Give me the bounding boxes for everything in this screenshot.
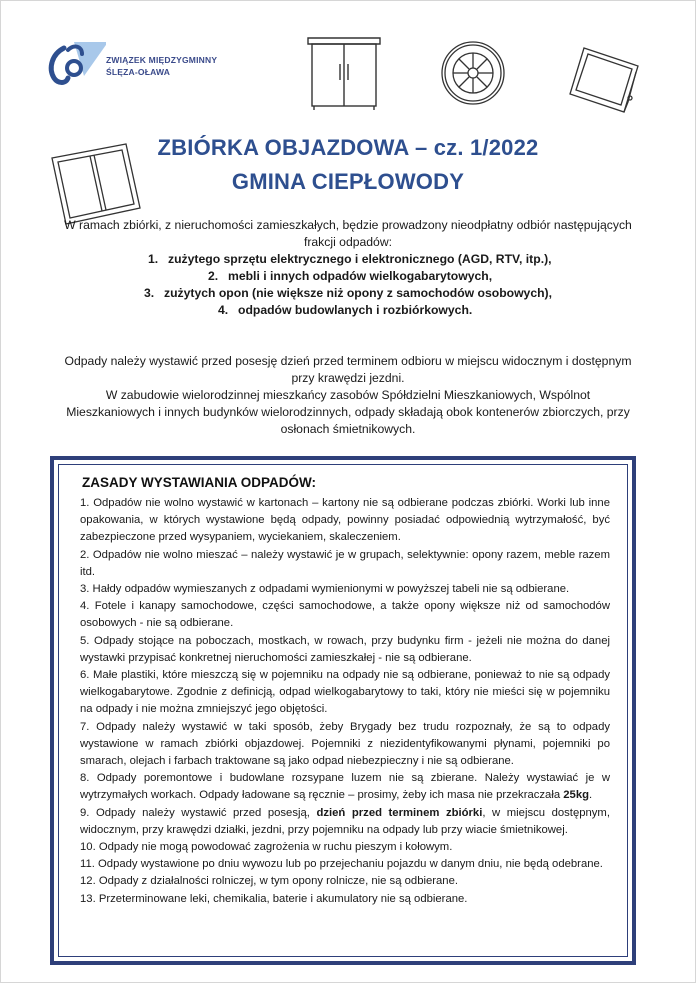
rule-item: 6. Małe plastiki, które mieszczą się w pojemniku na odpady nie są odbierane, ponieważ to nie są odpady wielkogabarytowe. Zgodnie z definicją, odpad wielkogabarytowy to taki, który nie mieści się w pojemniku na odpady i nie można zmniejszyć jego objętości. bbox=[80, 669, 610, 716]
rule-text-end: , w miejscu dostępnym, widocznym, przy krawędzi działki, jezdni, przy pojemniku na odpady lub przy wiacie śmietnikowej. bbox=[80, 806, 610, 836]
fraction-item bbox=[218, 302, 472, 319]
rule-item: 4. Fotele i kanapy samochodowe, części samochodowe, a także opony większe niż od samochodów osobowych - nie są odbierane. bbox=[80, 600, 610, 630]
fraction-text: odpadów budowlanych i rozbiórkowych. bbox=[238, 303, 473, 317]
fraction-number: 3. bbox=[144, 286, 155, 300]
fraction-item bbox=[144, 285, 552, 302]
logo bbox=[44, 38, 224, 88]
fraction-text: zużytych opon (nie większe niż opony z samochodów osobowych), bbox=[164, 286, 553, 300]
rule-text: 8. Odpady poremontowe i budowlane rozsypane luzem nie są zbierane. Należy wystawiać je w wytrzymałych workach. Odpady ładowane są ręcznie – prosimy, żeby ich masa nie przekraczała bbox=[80, 772, 610, 802]
cabinet-icon bbox=[304, 32, 384, 112]
rule-item: 3. Hałdy odpadów wymieszanych z odpadami wymienionymi w powyższej tabeli nie są odbierane. bbox=[80, 583, 570, 596]
fraction-item bbox=[148, 251, 552, 268]
rule-item: 2. Odpadów nie wolno mieszać – należy wystawić je w grupach, selektywnie: opony razem, meble razem itd. bbox=[80, 548, 610, 578]
rule-text-end: . bbox=[589, 789, 593, 802]
placement-paragraph-1: Odpady należy wystawić przed posesję dzień przed terminem odbioru w miejscu widocznym i dostępnym przy krawędzi jezdni. bbox=[64, 354, 632, 385]
tire-icon bbox=[440, 40, 506, 106]
page-subtitle: GMINA CIEPŁOWODY bbox=[231, 169, 465, 194]
rule-item: 7. Odpady należy wystawić w taki sposób, żeby Brygady bez trudu rozpoznały, że są to odpady wystawione w ramach zbiórki objazdowej. Pojemniki z niezidentyfikowanymi płynami, pojemniki po smarach, olejach i farbach traktowane są jako odpad niebezpieczny i nie są odbierane. bbox=[80, 720, 610, 768]
tv-icon bbox=[566, 42, 642, 114]
fraction-text: zużytego sprzętu elektrycznego i elektronicznego (AGD, RTV, itp.), bbox=[168, 252, 552, 266]
rule-item: 12. Odpady z działalności rolniczej, w tym opony rolnicze, nie są odbierane. bbox=[80, 875, 459, 888]
rule-item: 13. Przeterminowane leki, chemikalia, baterie i akumulatory nie są odbierane. bbox=[80, 892, 468, 905]
rule-item bbox=[80, 805, 610, 839]
rule-item: 5. Odpady stojące na poboczach, mostkach, w rowach, przy budynku firm - jeżeli nie można do danej wystawki przypisać konkretnej nieruchomości zamieszkałej - nie są odbierane. bbox=[80, 634, 610, 664]
rule-item: 10. Odpady nie mogą powodować zagrożenia w ruchu pieszym i kołowym. bbox=[80, 841, 453, 854]
rule-item: 11. Odpady wystawione po dniu wywozu lub po przejechaniu pojazdu w danym dniu, nie będą odebrane. bbox=[80, 858, 603, 871]
fraction-number: 1. bbox=[148, 252, 159, 266]
logo-line-2: ŚLĘZA-OŁAWA bbox=[106, 67, 171, 77]
logo-line-1: ZWIĄZEK MIĘDZYGMINNY bbox=[106, 55, 218, 65]
rule-emphasis: 25kg bbox=[563, 789, 589, 802]
rule-emphasis: dzień przed terminem zbiórki bbox=[316, 806, 483, 819]
intro-paragraph: W ramach zbiórki, z nieruchomości zamieszkałych, będzie prowadzony nieodpłatny odbiór następujących frakcji odpadów: bbox=[64, 218, 632, 249]
rules-list bbox=[80, 495, 610, 908]
rules-heading: ZASADY WYSTAWIANIA ODPADÓW: bbox=[82, 475, 316, 490]
fraction-number: 2. bbox=[208, 269, 219, 283]
rules-box bbox=[50, 456, 636, 965]
rule-item: 1. Odpadów nie wolno wystawić w kartonach – kartony nie są odbierane podczas zbiórki. Worki lub inne opakowania, w których wystawione będą odpady, powinny posiadać odpowiednią wytrzymałość, być zabezpieczone przed wysypaniem, wyciekaniem, skaleczeniem. bbox=[80, 497, 610, 544]
fraction-number: 4. bbox=[218, 303, 229, 317]
fraction-text: mebli i innych odpadów wielkogabarytowych, bbox=[228, 269, 493, 283]
rule-text: 9. Odpady należy wystawić przed posesją, bbox=[80, 806, 317, 819]
placement-info bbox=[60, 353, 636, 438]
placement-paragraph-2: W zabudowie wielorodzinnej mieszkańcy zasobów Spółdzielni Mieszkaniowych, Wspólnot Mieszkaniowych i innych budynków wielorodzinnych, odpady składają obok kontenerów zbiorczych, przy osłonach śmietnikowych. bbox=[66, 388, 630, 436]
rule-item bbox=[80, 770, 610, 804]
fraction-item bbox=[208, 268, 492, 285]
logo-text bbox=[106, 54, 217, 78]
logo-emblem bbox=[44, 38, 106, 88]
page-title: ZBIÓRKA OBJAZDOWA – cz. 1/2022 bbox=[157, 135, 539, 160]
